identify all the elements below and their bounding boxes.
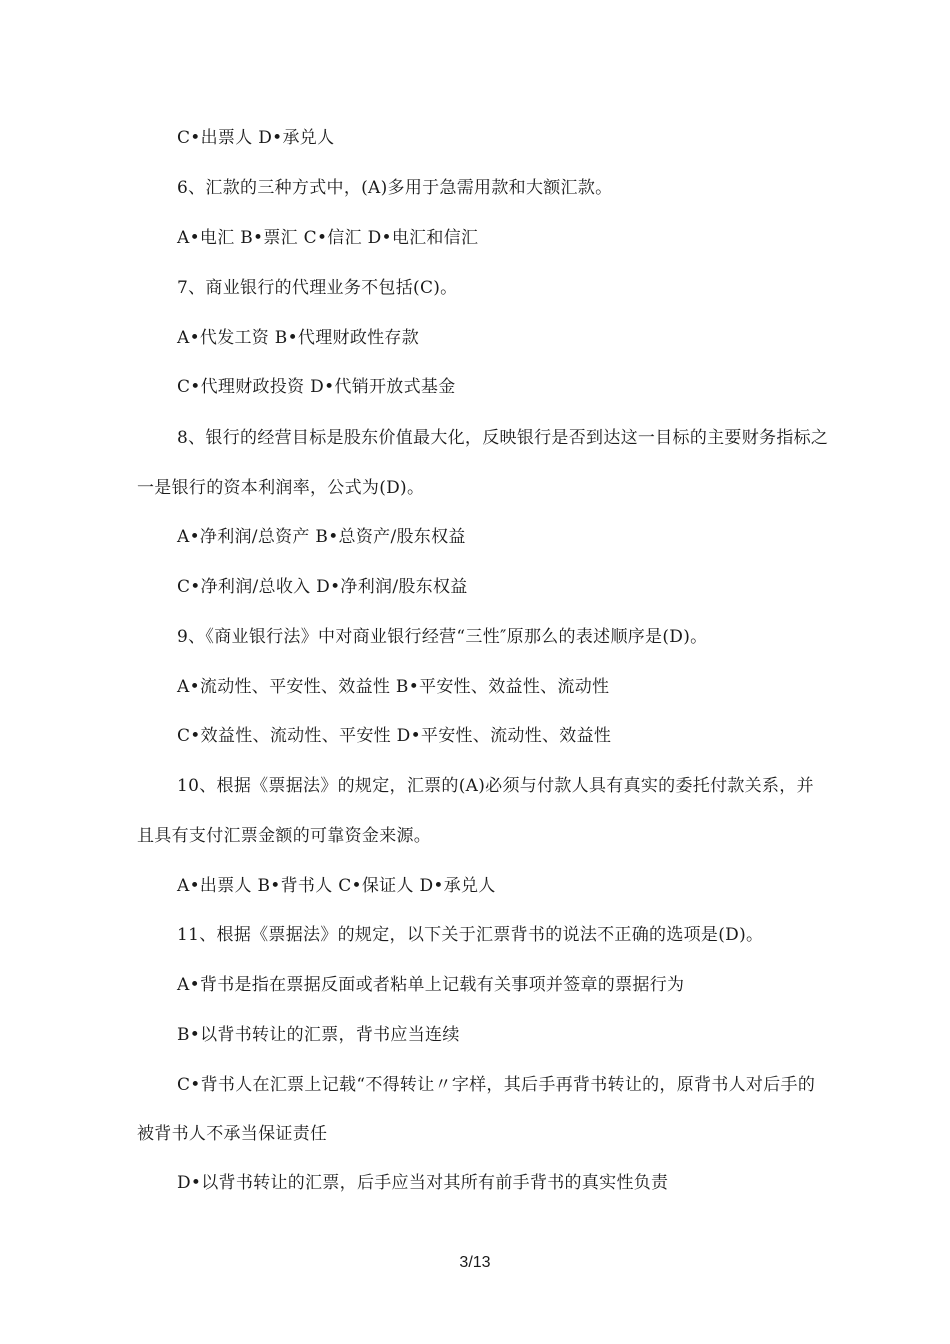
question-10-line-2: 且具有支付汇票金额的可靠资金来源。: [137, 826, 432, 846]
option-q11-a: A•背书是指在票据反面或者粘单上记载有关事项并签章的票据行为: [177, 975, 685, 995]
option-line-q7-cd: C•代理财政投资 D•代销开放式基金: [177, 377, 456, 397]
question-9: 9、《商业银行法》中对商业银行经营“三性″原那么的表述顺序是(D)。: [177, 627, 708, 647]
option-line-q9-cd: C•效益性、流动性、平安性 D•平安性、流动性、效益性: [177, 726, 612, 746]
option-line-q8-ab: A•净利润/总资产 B•总资产/股东权益: [177, 527, 466, 547]
option-line-q7-ab: A•代发工资 B•代理财政性存款: [177, 328, 420, 348]
option-q11-c-line-2: 被背书人不承当保证责任: [137, 1124, 328, 1144]
option-line-q10: A•出票人 B•背书人 C•保证人 D•承兑人: [177, 876, 496, 896]
question-6: 6、汇款的三种方式中，(A)多用于急需用款和大额汇款。: [177, 178, 613, 198]
option-q11-b: B•以背书转让的汇票，背书应当连续: [177, 1025, 460, 1045]
option-line-q6: A•电汇 B•票汇 C•信汇 D•电汇和信汇: [177, 228, 479, 248]
option-line-q5-cd: C•出票人 D•承兑人: [177, 128, 335, 148]
question-10-line-1: 10、根据《票据法》的规定，汇票的(A)必须与付款人具有真实的委托付款关系，并: [177, 776, 814, 796]
option-line-q9-ab: A•流动性、平安性、效益性 B•平安性、效益性、流动性: [177, 677, 610, 697]
question-11: 11、根据《票据法》的规定，以下关于汇票背书的说法不正确的选项是(D)。: [177, 925, 764, 945]
option-q11-c-line-1: C•背书人在汇票上记载“不得转让〃字样，其后手再背书转让的，原背书人对后手的: [177, 1075, 816, 1095]
question-8-line-1: 8、银行的经营目标是股东价值最大化，反映银行是否到达这一目标的主要财务指标之: [177, 428, 829, 448]
page-number: 3/13: [459, 1254, 491, 1271]
question-8-line-2: 一是银行的资本利润率，公式为(D)。: [137, 478, 425, 498]
option-line-q8-cd: C•净利润/总收入 D•净利润/股东权益: [177, 577, 468, 597]
question-7: 7、商业银行的代理业务不包括(C)。: [177, 278, 458, 298]
option-q11-d: D•以背书转让的汇票，后手应当对其所有前手背书的真实性负责: [177, 1173, 669, 1193]
